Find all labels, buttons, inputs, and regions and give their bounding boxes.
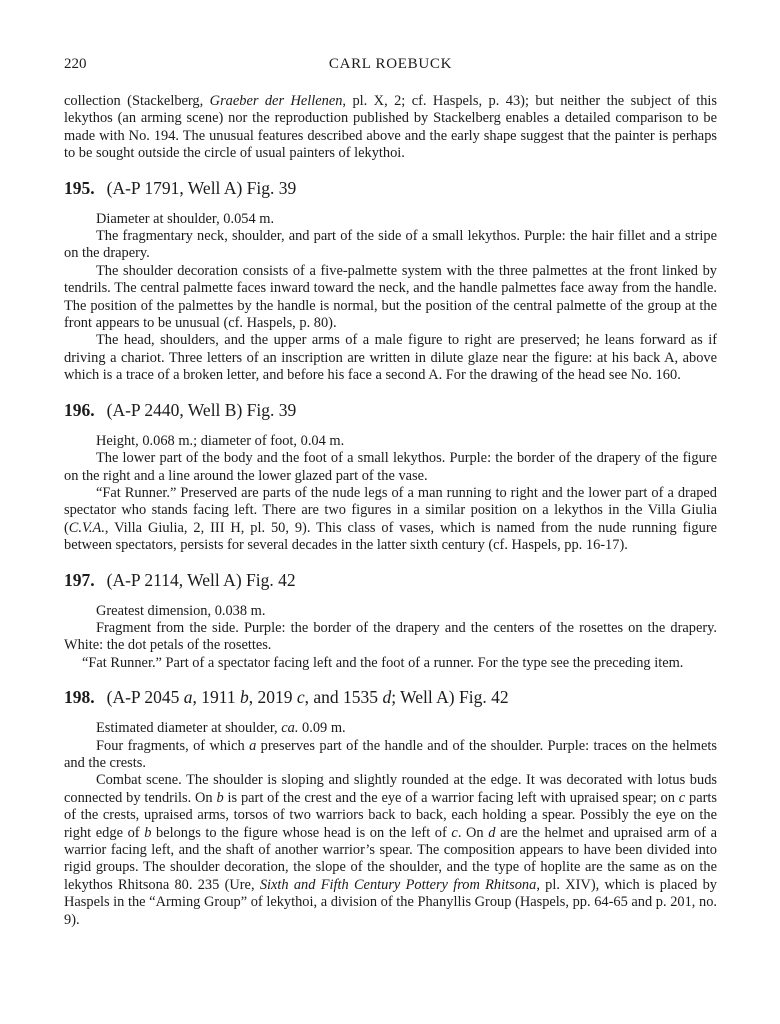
entry-reference: (A-P 1791, Well A): [106, 177, 243, 198]
entry-paragraph: Fragment from the side. Purple: the border of the drapery and the centers of the rosettes on the drapery. White: the dot petals of the rosettes.: [64, 619, 717, 654]
entry-number: 196.: [64, 399, 95, 420]
entry-figure-ref: Fig. 39: [246, 177, 297, 198]
page: [64, 54, 717, 929]
entry-figure-ref: Fig. 39: [246, 399, 297, 420]
entry-heading: [64, 400, 717, 421]
catalogue-entry-196: [64, 400, 717, 555]
entry-dimensions: Height, 0.068 m.; diameter of foot, 0.04 m.: [96, 432, 345, 449]
carryover-paragraph: collection (Stackelberg, Graeber der Hellenen, pl. X, 2; cf. Haspels, p. 43); but neither the subject of this lekythos (an arming scene) nor the reproduction published by Stackelberg enables a detailed comparison to be made with No. 194. The unusual features described above and the early shape suggest that the painter is perhaps to be sought outside the circle of usual painters of lekythoi.: [64, 93, 717, 162]
entry-number: 198.: [64, 687, 95, 708]
entry-paragraph: “Fat Runner.” Preserved are parts of the nude legs of a man running to right and the lower part of a draped spectator who stands facing left. There are two figures in a similar position on a lekythos in the Villa Giulia (C.V.A., Villa Giulia, 2, III H, pl. 50, 9). This class of vases, which is named from the nude running figure between spectators, persists for several decades in the latter sixth century (cf. Haspels, pp. 16-17).: [64, 484, 717, 554]
running-title: CARL ROEBUCK: [328, 56, 453, 72]
entry-heading: [64, 178, 717, 199]
entry-reference: (A-P 2440, Well B): [106, 399, 243, 420]
entry-dimensions: Greatest dimension, 0.038 m.: [96, 602, 266, 619]
entry-paragraph: Four fragments, of which a preserves part of the handle and of the shoulder. Purple: traces on the helmets and the crests.: [64, 737, 717, 771]
entry-paragraph: The head, shoulders, and the upper arms of a male figure to right are preserved; he leans forward as if driving a chariot. Three letters of an inscription are written in dilute glaze near the figure: at his back A, above which is a trace of a broken letter, and before his face a second A. For the drawing of the head see No. 160.: [64, 332, 717, 384]
entry-heading: [64, 687, 717, 708]
entry-number: 197.: [64, 569, 95, 590]
entry-paragraph: The fragmentary neck, shoulder, and part of the side of a small lekythos. Purple: the hair fillet and a stripe on the drapery.: [64, 228, 717, 262]
entry-heading: [64, 570, 717, 591]
entry-paragraph: Combat scene. The shoulder is sloping and slightly rounded at the edge. It was decorated with lotus buds connected by tendrils. On b is part of the crest and the eye of a warrior facing left with upraised spear; on c parts of the crests, upraised arms, torsos of two warriors back to back, each holding a spear. Possibly the eye on the right edge of b belongs to the figure whose head is on the left of c. On d are the helmet and upraised arm of a warrior facing left, and the shaft of another warrior’s spear. The composition appears to have been divided into rigid groups. The shoulder decoration, the slope of the shoulder, and the type of hoplite are the same as on the lekythos Rhitsona 80. 235 (Ure, Sixth and Fifth Century Pottery from Rhitsona, pl. XIV), which is placed by Haspels in the “Arming Group” of lekythoi, a division of the Phanyllis Group (Haspels, pp. 64-65 and p. 201, no. 9).: [64, 772, 718, 928]
entry-number: 195.: [64, 177, 95, 198]
entry-paragraph: The lower part of the body and the foot of a small lekythos. Purple: the border of the drapery of the figure on the right and a line around the lower glazed part of the vase.: [64, 450, 717, 484]
entry-paragraph: “Fat Runner.” Part of a spectator facing left and the foot of a runner. For the type see the preceding item.: [82, 654, 684, 671]
page-header: [64, 54, 717, 80]
catalogue-entry-197: [64, 570, 717, 673]
entry-dimensions: Estimated diameter at shoulder, ca. 0.09 m.: [96, 720, 346, 737]
entry-paragraph: The shoulder decoration consists of a five-palmette system with the three palmettes at the front linked by tendrils. The central palmette faces inward toward the neck, and the handle palmettes face away from the handle. The position of the palmettes by the handle is normal, but the position of the central palmette of the group at the front appears to be unusual (cf. Haspels, p. 80).: [64, 262, 717, 332]
entry-figure-ref: Fig. 42: [458, 687, 509, 708]
entry-reference: (A-P 2045 a, 1911 b, 2019 c, and 1535 d; Well A): [106, 687, 455, 708]
entry-reference: (A-P 2114, Well A): [106, 569, 242, 590]
entry-figure-ref: Fig. 42: [246, 569, 296, 590]
page-number: 220: [64, 56, 87, 72]
catalogue-entry-198: [64, 687, 717, 929]
catalogue-entry-195: [64, 178, 717, 385]
entry-dimensions: Diameter at shoulder, 0.054 m.: [96, 210, 275, 227]
